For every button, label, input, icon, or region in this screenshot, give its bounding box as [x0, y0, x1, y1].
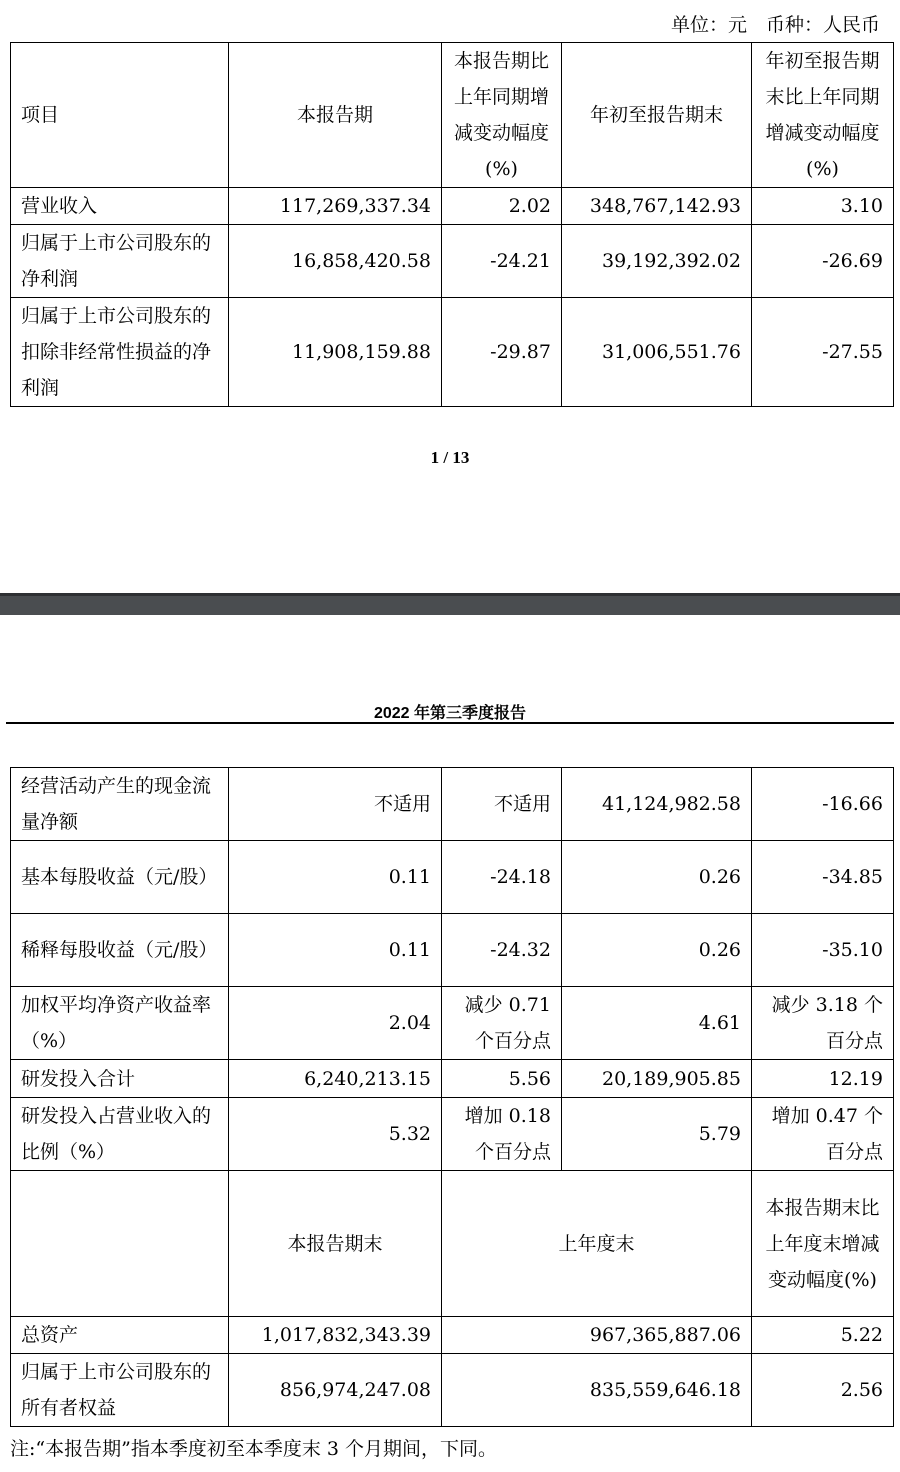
cell-value: -35.10	[752, 914, 894, 987]
cell-value: 1,017,832,343.39	[229, 1317, 442, 1354]
row-label: 研发投入占营业收入的比例（%）	[11, 1098, 229, 1171]
table-row	[11, 188, 894, 225]
table-row	[11, 1098, 894, 1171]
cell-value: 16,858,420.58	[229, 225, 442, 298]
subheader-period-end: 本报告期末	[229, 1171, 442, 1317]
cell-value: -34.85	[752, 841, 894, 914]
cell-value: -27.55	[752, 298, 894, 407]
row-label: 营业收入	[11, 188, 229, 225]
cell-value: 0.11	[229, 914, 442, 987]
row-label: 总资产	[11, 1317, 229, 1354]
cell-value: 20,189,905.85	[562, 1060, 752, 1098]
cell-value: 2.56	[752, 1354, 894, 1427]
cell-value: 2.02	[442, 188, 562, 225]
row-label: 研发投入合计	[11, 1060, 229, 1098]
cell-value: 835,559,646.18	[442, 1354, 752, 1427]
table-row	[11, 914, 894, 987]
header-item: 项目	[11, 43, 229, 188]
cell-value: 不适用	[442, 768, 562, 841]
row-label: 经营活动产生的现金流量净额	[11, 768, 229, 841]
cell-value: 12.19	[752, 1060, 894, 1098]
header-current-change: 本报告期比上年同期增减变动幅度(%)	[442, 43, 562, 188]
cell-value: 117,269,337.34	[229, 188, 442, 225]
table-row	[11, 225, 894, 298]
cell-value: 5.32	[229, 1098, 442, 1171]
footnote: 注:“本报告期”指本季度初至本季度末 3 个月期间，下同。	[10, 1438, 497, 1460]
cell-value: 11,908,159.88	[229, 298, 442, 407]
cell-value: 856,974,247.08	[229, 1354, 442, 1427]
cell-value: 39,192,392.02	[562, 225, 752, 298]
table-row	[11, 1060, 894, 1098]
cell-value: 0.26	[562, 841, 752, 914]
header-ytd: 年初至报告期末	[562, 43, 752, 188]
cell-value: 5.56	[442, 1060, 562, 1098]
cell-value: 4.61	[562, 987, 752, 1060]
table-header-row	[11, 43, 894, 188]
report-title: 2022 年第三季度报告	[373, 705, 527, 722]
subheader-prior-year-end: 上年度末	[442, 1171, 752, 1317]
cell-value: 0.11	[229, 841, 442, 914]
cell-value: 31,006,551.76	[562, 298, 752, 407]
unit-currency-label: 单位：元 币种：人民币	[670, 14, 880, 36]
row-label: 归属于上市公司股东的扣除非经常性损益的净利润	[11, 298, 229, 407]
cell-value: 增加 0.47 个百分点	[752, 1098, 894, 1171]
table-row	[11, 1354, 894, 1427]
cell-value: -24.32	[442, 914, 562, 987]
cell-value: 5.79	[562, 1098, 752, 1171]
cell-value: 5.22	[752, 1317, 894, 1354]
cell-value: 3.10	[752, 188, 894, 225]
subheader-change: 本报告期末比上年度末增减变动幅度(%)	[752, 1171, 894, 1317]
cell-value: 0.26	[562, 914, 752, 987]
cell-value: 不适用	[229, 768, 442, 841]
page-number: 1 / 13	[430, 448, 470, 467]
row-label: 基本每股收益（元/股）	[11, 841, 229, 914]
page-break-divider	[0, 593, 900, 615]
cell-value: 967,365,887.06	[442, 1317, 752, 1354]
table-row	[11, 298, 894, 407]
financial-table-continued	[10, 767, 894, 1427]
cell-value: 减少 0.71 个百分点	[442, 987, 562, 1060]
cell-value: 2.04	[229, 987, 442, 1060]
row-label: 归属于上市公司股东的净利润	[11, 225, 229, 298]
row-label: 加权平均净资产收益率（%）	[11, 987, 229, 1060]
cell-value: 增加 0.18 个百分点	[442, 1098, 562, 1171]
table-row	[11, 768, 894, 841]
header-ytd-change: 年初至报告期末比上年同期增减变动幅度(%)	[752, 43, 894, 188]
row-label: 稀释每股收益（元/股）	[11, 914, 229, 987]
table-row	[11, 841, 894, 914]
cell-value: -24.18	[442, 841, 562, 914]
header-current-period: 本报告期	[229, 43, 442, 188]
cell-value: 41,124,982.58	[562, 768, 752, 841]
header-rule	[6, 722, 894, 724]
cell-value: -24.21	[442, 225, 562, 298]
financial-table-top	[10, 42, 894, 407]
cell-value: -29.87	[442, 298, 562, 407]
subheader-item	[11, 1171, 229, 1317]
cell-value: 减少 3.18 个百分点	[752, 987, 894, 1060]
table-subheader-row	[11, 1171, 894, 1317]
cell-value: 348,767,142.93	[562, 188, 752, 225]
table-row	[11, 1317, 894, 1354]
cell-value: -16.66	[752, 768, 894, 841]
table-row	[11, 987, 894, 1060]
cell-value: -26.69	[752, 225, 894, 298]
row-label: 归属于上市公司股东的所有者权益	[11, 1354, 229, 1427]
cell-value: 6,240,213.15	[229, 1060, 442, 1098]
